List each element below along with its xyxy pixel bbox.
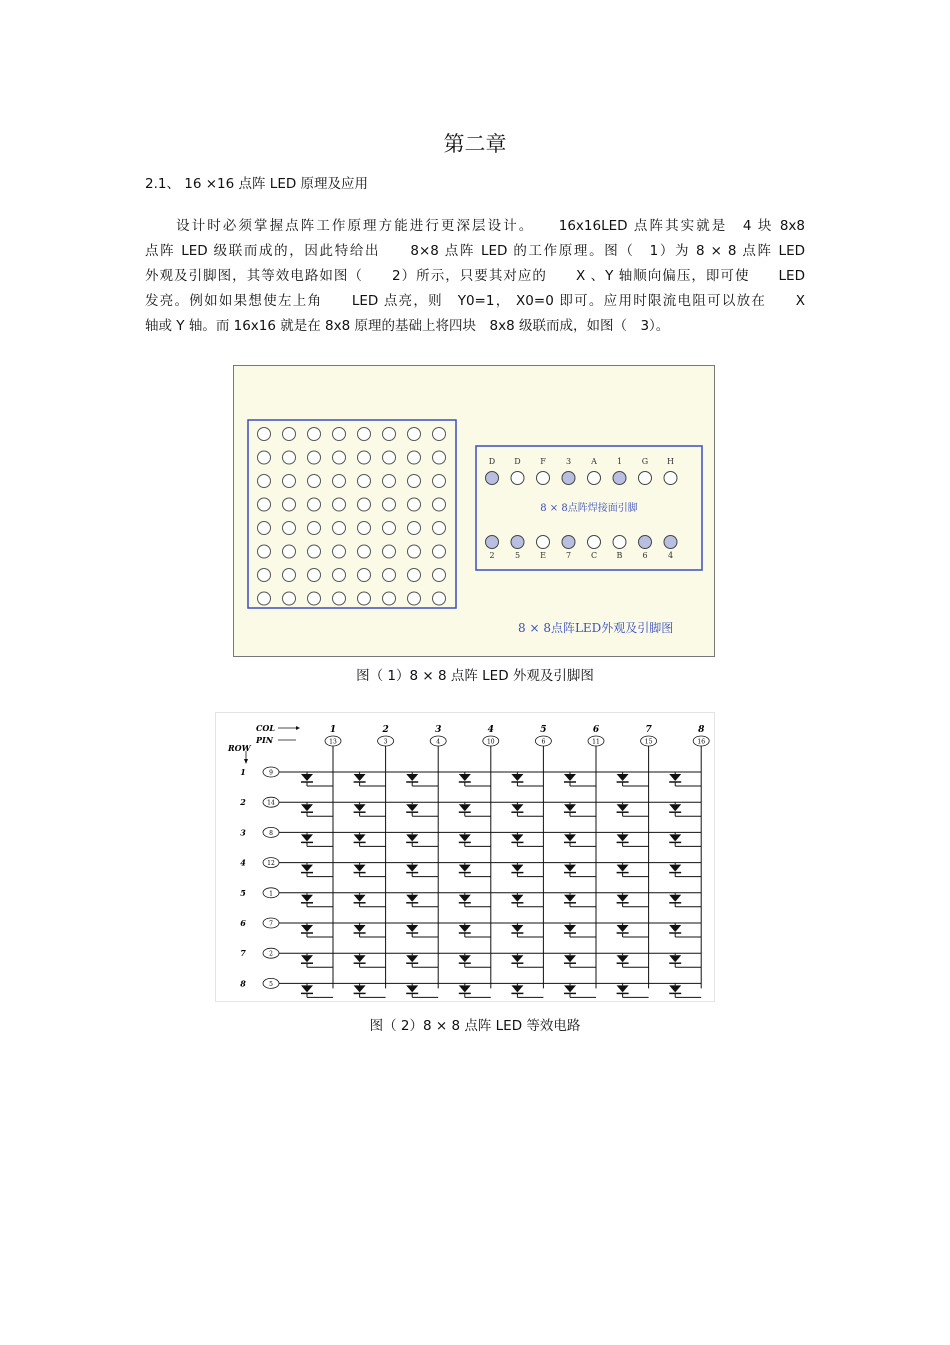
led-diode <box>406 865 418 872</box>
led-dot <box>383 592 396 605</box>
led-diode <box>354 804 366 811</box>
led-dot <box>283 545 296 558</box>
led-dot <box>283 569 296 582</box>
led-diode <box>406 925 418 932</box>
pin-dot <box>537 536 550 549</box>
led-diode <box>564 834 576 841</box>
led-dot <box>283 428 296 441</box>
led-dot <box>433 428 446 441</box>
col-number: 1 <box>329 725 337 735</box>
pin-name: 7 <box>565 551 572 560</box>
led-diode <box>617 955 629 962</box>
led-diode <box>669 895 681 902</box>
row-pin-number: 2 <box>269 950 273 958</box>
led-diode <box>459 895 471 902</box>
col-number: 6 <box>592 725 600 735</box>
led-dot <box>258 428 271 441</box>
pin-dot <box>562 536 575 549</box>
led-dot <box>358 475 371 488</box>
matrix-frame <box>248 420 456 608</box>
led-diode <box>617 865 629 872</box>
row-label: ROW <box>228 743 251 753</box>
led-dot <box>258 498 271 511</box>
pin-name: A <box>591 457 597 466</box>
col-pin-number: 16 <box>697 738 706 746</box>
led-diode <box>354 985 366 992</box>
led-diode <box>354 865 366 872</box>
pin-dot <box>588 472 601 485</box>
led-dot <box>383 498 396 511</box>
led-diode <box>669 774 681 781</box>
led-diode <box>301 895 313 902</box>
led-dot <box>433 545 446 558</box>
led-diode <box>354 895 366 902</box>
led-dot <box>333 522 346 535</box>
led-diode <box>301 834 313 841</box>
chapter-title: 第二章 <box>443 132 507 156</box>
led-dot <box>408 569 421 582</box>
led-dot <box>283 451 296 464</box>
pin-dot <box>613 472 626 485</box>
figure-inner-label: 8 × 8点阵LED外观及引脚图 <box>518 621 674 635</box>
led-diode <box>301 955 313 962</box>
pin-label-circuit: PIN <box>256 735 274 745</box>
paragraph-line: 设计时必须掌握点阵工作原理方能进行更深层设计。 16x16LED 点阵其实就是 4 块 8x8 <box>145 218 805 234</box>
pin-dot <box>486 536 499 549</box>
led-diode <box>617 925 629 932</box>
led-diode <box>301 774 313 781</box>
row-number: 8 <box>240 978 246 989</box>
led-diode <box>459 804 471 811</box>
led-diode <box>669 955 681 962</box>
led-dot <box>333 498 346 511</box>
pin-name: 4 <box>667 551 674 560</box>
paragraph-line: 外观及引脚图，其等效电路如图（ 2）所示，只要其对应的 X 、Y 轴顺向偏压，即可使 LED <box>145 268 805 284</box>
row-number: 7 <box>240 948 246 959</box>
led-dot <box>358 451 371 464</box>
led-diode <box>406 834 418 841</box>
led-dot <box>258 569 271 582</box>
led-dot <box>408 498 421 511</box>
led-diode <box>511 834 523 841</box>
pin-name: 3 <box>565 457 572 466</box>
led-dot <box>383 569 396 582</box>
col-number: 2 <box>382 725 389 735</box>
led-dot <box>308 451 321 464</box>
led-diode <box>669 925 681 932</box>
led-dot <box>333 592 346 605</box>
figure-led-appearance <box>233 365 715 657</box>
pin-name: E <box>540 551 546 560</box>
led-dot <box>258 545 271 558</box>
pin-dot <box>537 472 550 485</box>
led-diode <box>511 804 523 811</box>
led-dot <box>408 475 421 488</box>
figure2-caption: 图（ 2）8 × 8 点阵 LED 等效电路 <box>369 1018 581 1034</box>
body-paragraph <box>145 214 805 339</box>
led-dot <box>383 522 396 535</box>
led-diode <box>406 774 418 781</box>
led-dot <box>308 428 321 441</box>
led-dot <box>433 592 446 605</box>
led-diode <box>564 895 576 902</box>
led-dot <box>258 451 271 464</box>
led-diode <box>617 774 629 781</box>
section-heading: 2.1、 16 ×16 点阵 LED 原理及应用 <box>145 176 369 192</box>
row-pin-number: 8 <box>269 829 273 837</box>
row-pin-number: 5 <box>269 980 273 988</box>
col-pin-number: 15 <box>644 738 653 746</box>
led-diode <box>617 834 629 841</box>
col-pin-number: 10 <box>486 738 495 746</box>
led-dot <box>433 569 446 582</box>
led-dot <box>308 522 321 535</box>
led-dot <box>383 451 396 464</box>
led-diode <box>511 895 523 902</box>
led-dot <box>283 592 296 605</box>
led-diode <box>459 834 471 841</box>
pin-name: G <box>641 457 649 466</box>
led-diode <box>459 985 471 992</box>
led-diode <box>511 774 523 781</box>
row-number: 4 <box>240 857 246 868</box>
led-dot <box>408 522 421 535</box>
led-matrix-diagram <box>234 366 714 656</box>
led-diode <box>459 925 471 932</box>
led-diode <box>669 865 681 872</box>
figure-equivalent-circuit <box>215 712 715 1002</box>
row-pin-number: 7 <box>269 920 273 928</box>
pin-dot <box>511 472 524 485</box>
led-dot <box>308 475 321 488</box>
led-dot <box>433 451 446 464</box>
led-diode <box>459 955 471 962</box>
row-number: 1 <box>240 767 246 777</box>
pin-name: C <box>590 551 598 560</box>
led-diode <box>617 895 629 902</box>
led-dot <box>383 545 396 558</box>
col-number: 7 <box>645 725 652 735</box>
led-diode <box>301 804 313 811</box>
pin-dot <box>562 472 575 485</box>
led-dot <box>283 475 296 488</box>
pin-name: F <box>540 457 546 466</box>
led-dot <box>333 545 346 558</box>
led-dot <box>258 475 271 488</box>
led-diode <box>669 804 681 811</box>
pin-dot <box>664 472 677 485</box>
led-diode <box>564 985 576 992</box>
led-dot <box>283 522 296 535</box>
figure1-caption: 图（ 1）8 × 8 点阵 LED 外观及引脚图 <box>356 668 594 684</box>
led-dot <box>408 428 421 441</box>
led-diode <box>669 985 681 992</box>
led-diode <box>301 985 313 992</box>
pin-name: 6 <box>642 551 648 560</box>
led-diode <box>617 804 629 811</box>
led-dot <box>358 428 371 441</box>
row-pin-number: 12 <box>267 860 275 868</box>
col-pin-number: 3 <box>383 738 388 746</box>
led-dot <box>333 569 346 582</box>
led-diode <box>406 895 418 902</box>
col-number: 3 <box>435 725 442 735</box>
paragraph-line: 发亮。例如如果想使左上角 LED 点亮，则 Y0=1， X0=0 即可。应用时限流电阻可以放在 X <box>145 293 805 309</box>
pin-dot <box>664 536 677 549</box>
pin-name: 5 <box>514 551 521 560</box>
led-dot <box>408 545 421 558</box>
led-diode <box>564 925 576 932</box>
row-pin-number: 1 <box>269 890 273 898</box>
led-diode <box>301 925 313 932</box>
row-number: 6 <box>240 918 246 928</box>
pin-dot <box>639 472 652 485</box>
led-dot <box>433 522 446 535</box>
led-dot <box>308 545 321 558</box>
led-dot <box>333 475 346 488</box>
led-diode <box>459 865 471 872</box>
col-pin-number: 11 <box>592 738 600 746</box>
led-diode <box>564 865 576 872</box>
led-diode <box>511 955 523 962</box>
pin-name: D <box>514 457 521 466</box>
row-pin-number: 14 <box>267 799 275 807</box>
led-diode <box>511 985 523 992</box>
col-pin-number: 6 <box>541 738 546 746</box>
led-dot <box>258 592 271 605</box>
pin-name: 2 <box>489 551 495 560</box>
led-diode <box>564 955 576 962</box>
col-pin-number: 13 <box>329 738 337 746</box>
col-number: 4 <box>487 725 494 735</box>
row-pin-number: 9 <box>269 769 273 777</box>
led-diode <box>564 804 576 811</box>
led-dot <box>283 498 296 511</box>
led-diode <box>354 774 366 781</box>
led-diode <box>459 774 471 781</box>
paragraph-line: 点阵 LED 级联而成的，因此特给出 8×8 点阵 LED 的工作原理。图（ 1）为 8 × 8 点阵 LED <box>145 243 805 259</box>
col-pin-number: 4 <box>436 738 441 746</box>
led-dot <box>358 498 371 511</box>
led-dot <box>333 428 346 441</box>
led-dot <box>308 498 321 511</box>
led-dot <box>358 545 371 558</box>
pin-dot <box>613 536 626 549</box>
led-dot <box>358 522 371 535</box>
pin-dot <box>639 536 652 549</box>
pin-name: H <box>667 457 674 466</box>
row-number: 3 <box>240 827 246 838</box>
led-diode <box>617 985 629 992</box>
led-dot <box>383 475 396 488</box>
led-dot <box>433 498 446 511</box>
circuit-diagram <box>216 713 714 1001</box>
led-dot <box>308 569 321 582</box>
pin-dot <box>588 536 601 549</box>
led-diode <box>406 804 418 811</box>
led-diode <box>669 834 681 841</box>
pin-name: 1 <box>616 457 623 466</box>
pin-name: B <box>616 551 623 560</box>
led-dot <box>358 569 371 582</box>
led-diode <box>511 865 523 872</box>
row-number: 5 <box>240 887 246 898</box>
led-diode <box>511 925 523 932</box>
led-diode <box>406 955 418 962</box>
col-number: 5 <box>540 725 547 735</box>
row-number: 2 <box>240 797 246 808</box>
col-label: COL <box>256 723 275 733</box>
pin-label: 8 × 8点阵焊接面引脚 <box>540 503 638 514</box>
col-number: 8 <box>698 725 705 735</box>
led-diode <box>301 865 313 872</box>
pin-dot <box>511 536 524 549</box>
led-dot <box>358 592 371 605</box>
led-dot <box>258 522 271 535</box>
led-dot <box>408 451 421 464</box>
led-diode <box>354 955 366 962</box>
led-dot <box>433 475 446 488</box>
led-dot <box>308 592 321 605</box>
pin-name: D <box>488 457 496 466</box>
led-diode <box>354 925 366 932</box>
paragraph-line: 轴或 Y 轴。而 16x16 就是在 8x8 原理的基础上将四块 8x8 级联而成，如图（ 3）。 <box>145 318 670 334</box>
led-dot <box>408 592 421 605</box>
led-diode <box>564 774 576 781</box>
led-diode <box>354 834 366 841</box>
pin-dot <box>486 472 499 485</box>
led-diode <box>406 985 418 992</box>
led-dot <box>333 451 346 464</box>
led-dot <box>383 428 396 441</box>
